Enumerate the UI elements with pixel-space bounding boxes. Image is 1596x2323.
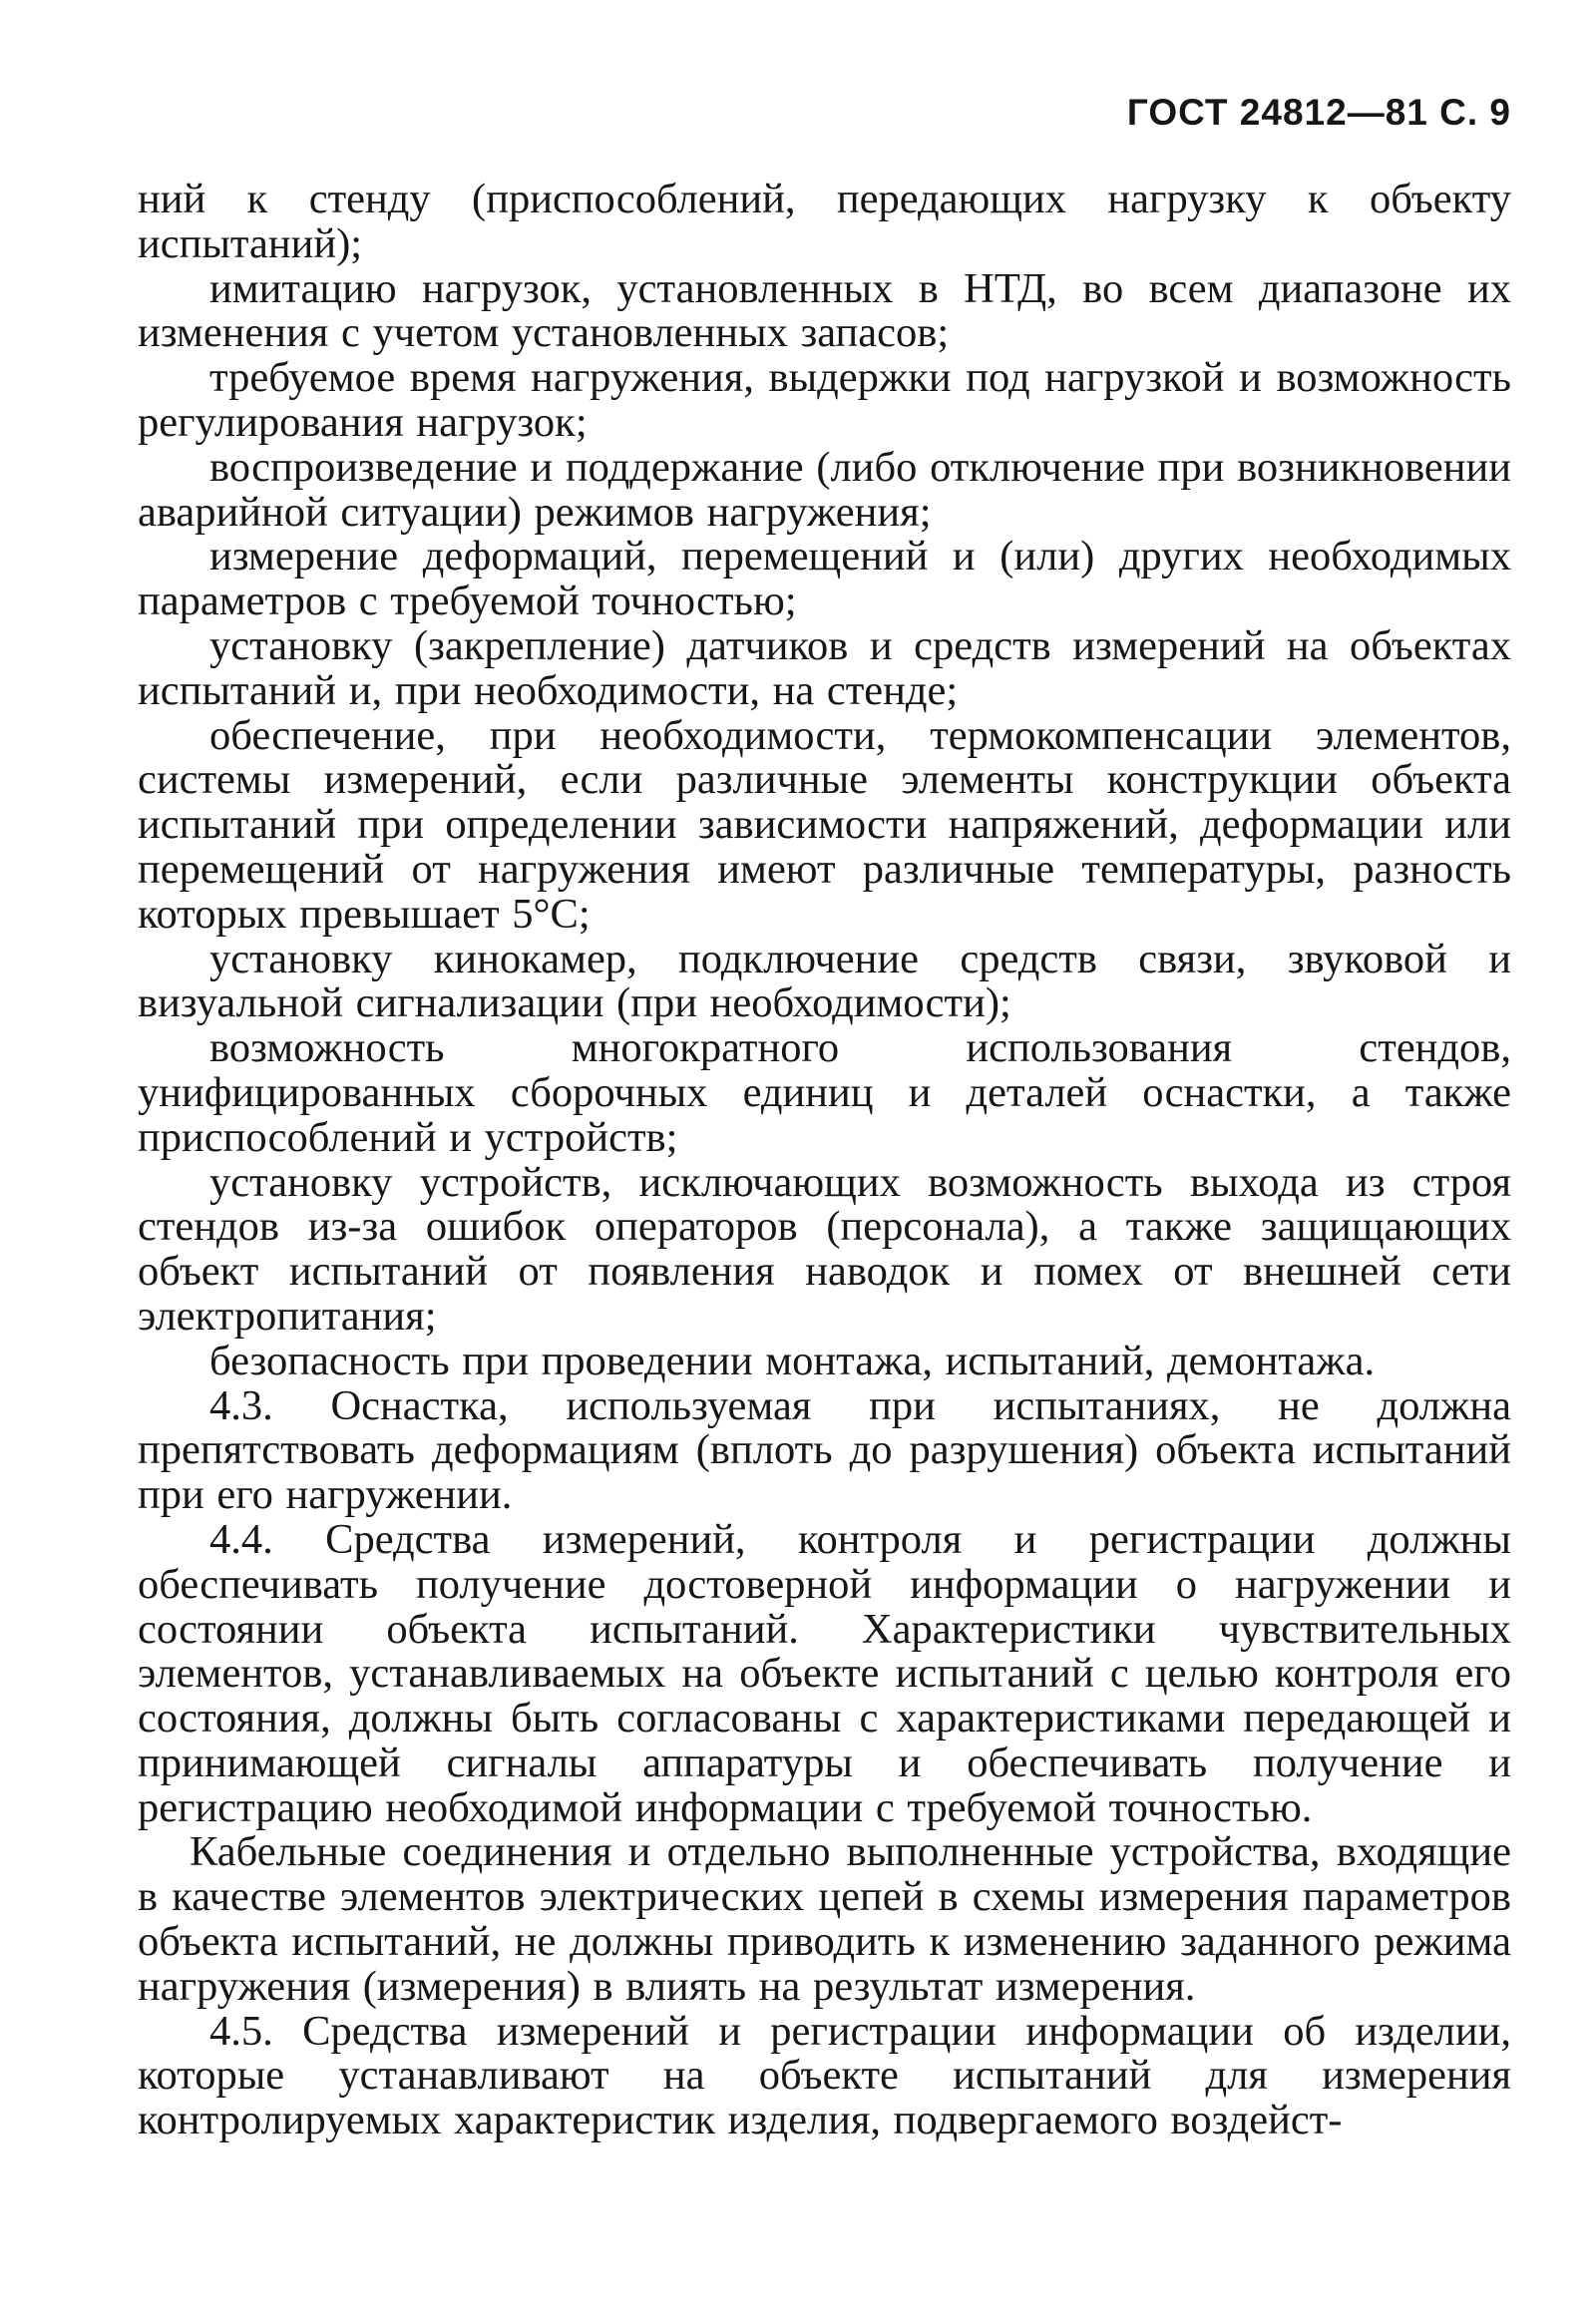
paragraph-protection-devices: установку устройств, исключающих возможность выхода из строя стендов из-за ошибок операторов (персонала), а также защищающих объект испытаний от появления наводок и помех от внешней сети электропитания; [138, 1158, 1511, 1340]
paragraph-cable-connections: Кабельные соединения и отдельно выполненные устройства, входящие в качестве элементов электрических цепей в схемы измерения параметров объекта испытаний, не должны приводить к изменению заданного режима нагружения (измерения) в влиять на результат измерения. [138, 1828, 1511, 2010]
paragraph-camera-installation: установку кинокамер, подключение средств связи, звуковой и визуальной сигнализации (при необходимости); [138, 935, 1511, 1027]
paragraph-reuse: возможность многократного использования стендов, унифицированных сборочных единиц и деталей оснастки, а также приспособлений и устройств; [138, 1024, 1511, 1161]
paragraph-reproduction: воспроизведение и поддержание (либо отключение при возникновении аварийной ситуации) режимов нагружения; [138, 443, 1511, 536]
page-header: ГОСТ 24812—81 С. 9 [1126, 92, 1511, 133]
paragraph-thermocompensation: обеспечение, при необходимости, термокомпенсации элементов, системы измерений, если различные элементы конструкции объекта испытаний при определении зависимости напряжений, деформации или перемещений от нагружения имеют различные температуры, разность которых превышает 5°С; [138, 711, 1511, 938]
paragraph-section-4-5: 4.5. Средства измерений и регистрации информации об изделии, которые устанавливают на объекте испытаний для измерения контролируемых характеристик изделия, подвергаемого воздейст- [138, 2007, 1511, 2144]
paragraph-section-4-4: 4.4. Средства измерений, контроля и регистрации должны обеспечивать получение достоверной информации о нагружении и состоянии объекта испытаний. Характеристики чувствительных элементов, устанавливаемых на объекте испытаний с целью контроля его состояния, должны быть согласованы с характеристиками передающей и принимающей сигналы аппаратуры и обеспечивать получение и регистрацию необходимой информации с требуемой точностью. [138, 1515, 1511, 1831]
paragraph-section-4-3: 4.3. Оснастка, используемая при испытаниях, не должна препятствовать деформациям (вплоть до разрушения) объекта испытаний при его нагружении. [138, 1381, 1511, 1519]
paragraph-continuation: ний к стенду (приспособлений, передающих нагрузку к объекту испытаний); [138, 176, 1511, 267]
paragraph-safety: безопасность при проведении монтажа, испытаний, демонтажа. [209, 1337, 1376, 1384]
paragraph-measurement: измерение деформаций, перемещений и (или) других необходимых параметров с требуемой точностью; [138, 533, 1511, 625]
body-text [138, 178, 1511, 2143]
paragraph-sensor-installation: установку (закрепление) датчиков и средств измерений на объектах испытаний и, при необходимости, на стенде; [138, 621, 1511, 714]
paragraph-loading-time: требуемое время нагружения, выдержки под нагрузкой и возможность регулирования нагрузок; [138, 354, 1511, 446]
paragraph-load-simulation: имитацию нагрузок, установленных в НТД, во всем диапазоне их изменения с учетом установленных запасов; [138, 264, 1511, 357]
